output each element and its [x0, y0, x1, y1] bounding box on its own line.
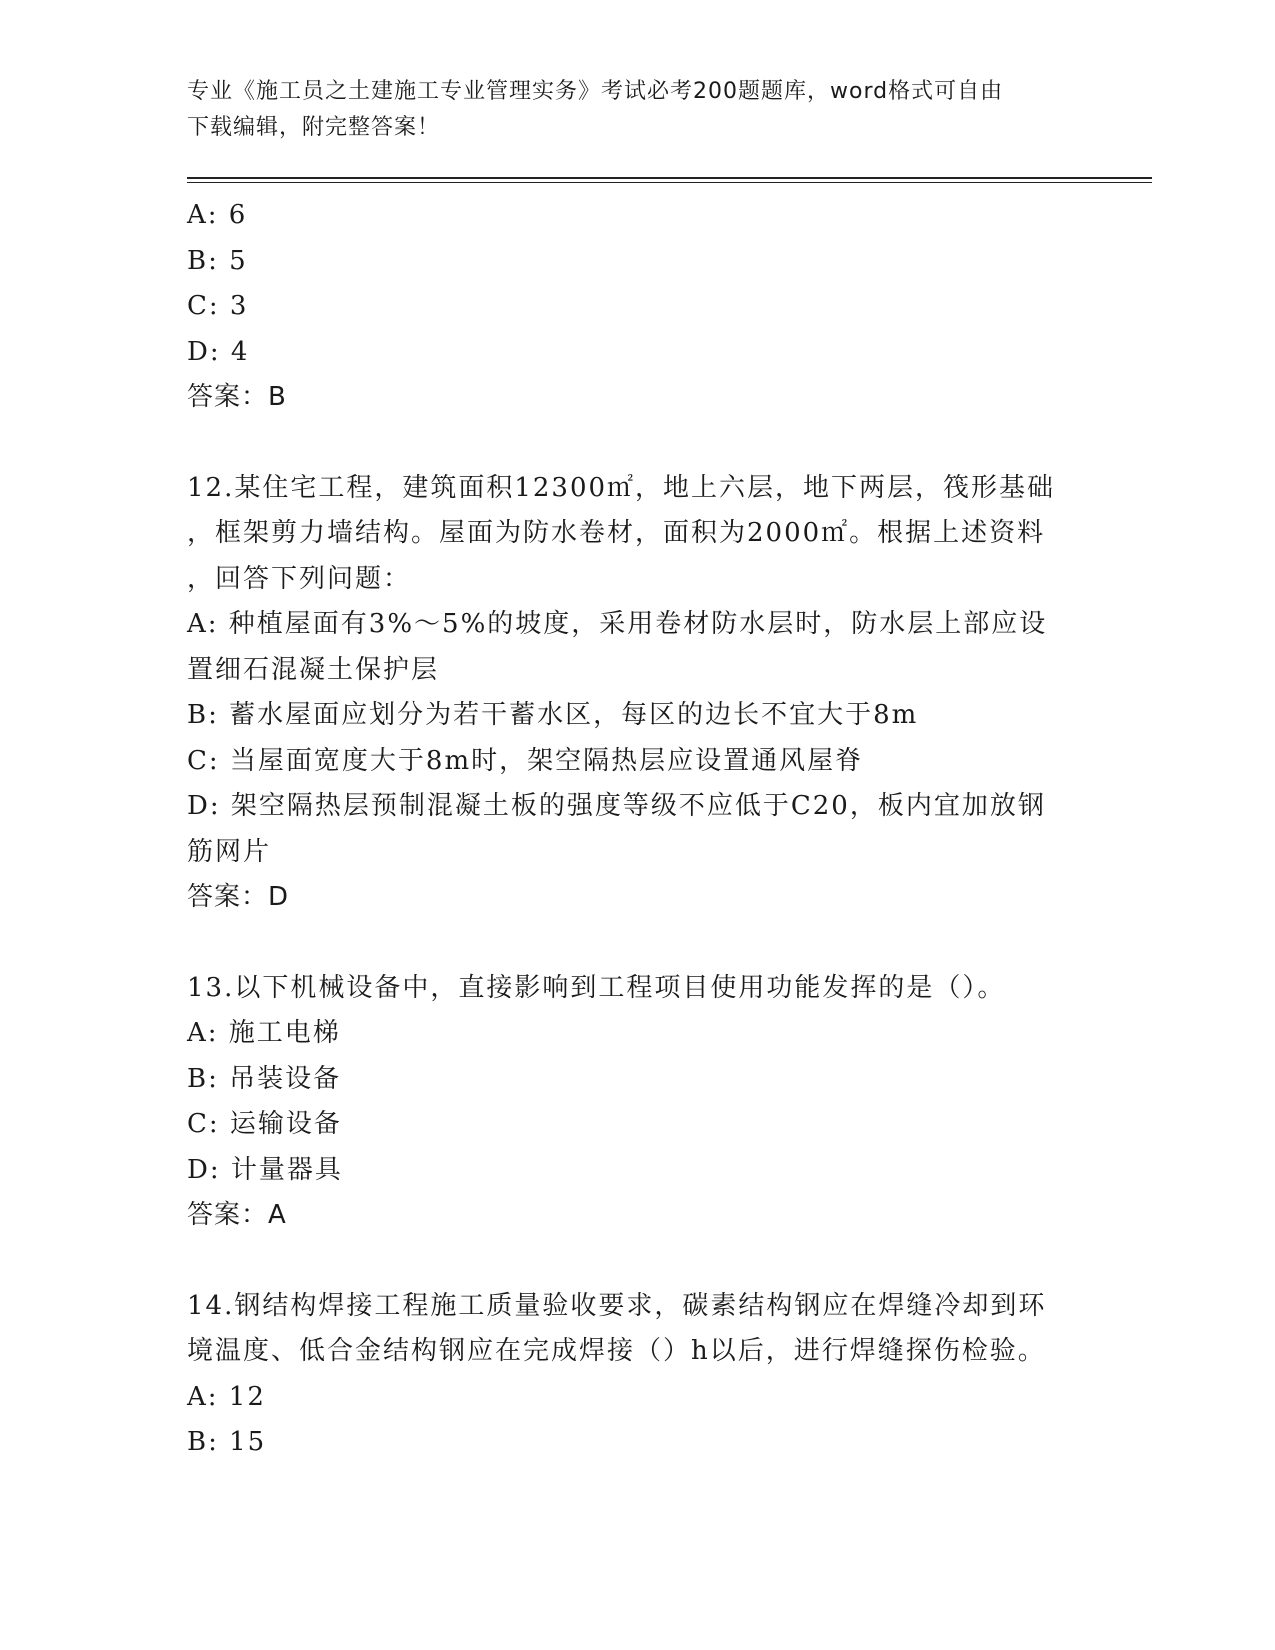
- question-stem-line: 12.某住宅工程，建筑面积12300㎡，地上六层，地下两层，筏形基础: [187, 472, 1056, 503]
- question-13: [187, 966, 1087, 1239]
- option-b: B: 蓄水屋面应划分为若干蓄水区，每区的边长不宜大于8m: [187, 700, 919, 730]
- question-14: [187, 1284, 1087, 1466]
- question-stem-line: ，回答下列问题：: [187, 563, 412, 594]
- option-a: A: 种植屋面有3%～5%的坡度，采用卷材防水层时，防水层上部应设: [187, 609, 1048, 639]
- header-line-2: 下载编辑，附完整答案！: [187, 115, 441, 140]
- question-stem-line: ，框架剪力墙结构。屋面为防水卷材，面积为2000㎡。根据上述资料: [187, 518, 1046, 548]
- question-stem-line: 14.钢结构焊接工程施工质量验收要求，碳素结构钢应在焊缝冷却到环: [187, 1290, 1047, 1321]
- answer-line: 答案：A: [187, 1200, 287, 1230]
- question-stem-line: 13.以下机械设备中，直接影响到工程项目使用功能发挥的是（）。: [187, 972, 1006, 1003]
- option-a-continued: 置细石混凝土保护层: [187, 654, 440, 685]
- option-c: C: 运输设备: [187, 1109, 342, 1139]
- question-11: [187, 193, 1087, 421]
- option-a: A: 施工电梯: [187, 1018, 341, 1048]
- header-line-1: 专业《施工员之土建施工专业管理实务》考试必考200题题库，word格式可自由: [187, 79, 1004, 104]
- question-list: [187, 193, 1087, 1466]
- option-d: D: 架空隔热层预制混凝土板的强度等级不应低于C20，板内宜加放钢: [187, 791, 1046, 821]
- option-a: A: 12: [187, 1381, 266, 1412]
- question-spacer: [187, 421, 1087, 466]
- question-spacer: [187, 921, 1087, 966]
- option-d: D: 4: [187, 336, 250, 367]
- option-d-continued: 筋网片: [187, 836, 272, 867]
- option-a: A: 6: [187, 200, 248, 230]
- question-12: [187, 466, 1087, 921]
- option-d: D: 计量器具: [187, 1154, 343, 1185]
- answer-line: 答案：D: [187, 882, 290, 912]
- answer-line: 答案：B: [187, 382, 287, 412]
- option-b: B: 15: [187, 1427, 267, 1457]
- option-c: C: 3: [187, 291, 249, 321]
- question-spacer: [187, 1239, 1087, 1284]
- option-b: B: 5: [187, 245, 248, 276]
- header-divider-thick: [187, 177, 1152, 179]
- option-b: B: 吊装设备: [187, 1063, 342, 1094]
- question-stem-line: 境温度、低合金结构钢应在完成焊接（）h以后，进行焊缝探伤检验。: [187, 1336, 1046, 1366]
- document-header: [187, 74, 1087, 146]
- header-divider-thin: [187, 182, 1152, 183]
- option-c: C: 当屋面宽度大于8m时，架空隔热层应设置通风屋脊: [187, 745, 864, 776]
